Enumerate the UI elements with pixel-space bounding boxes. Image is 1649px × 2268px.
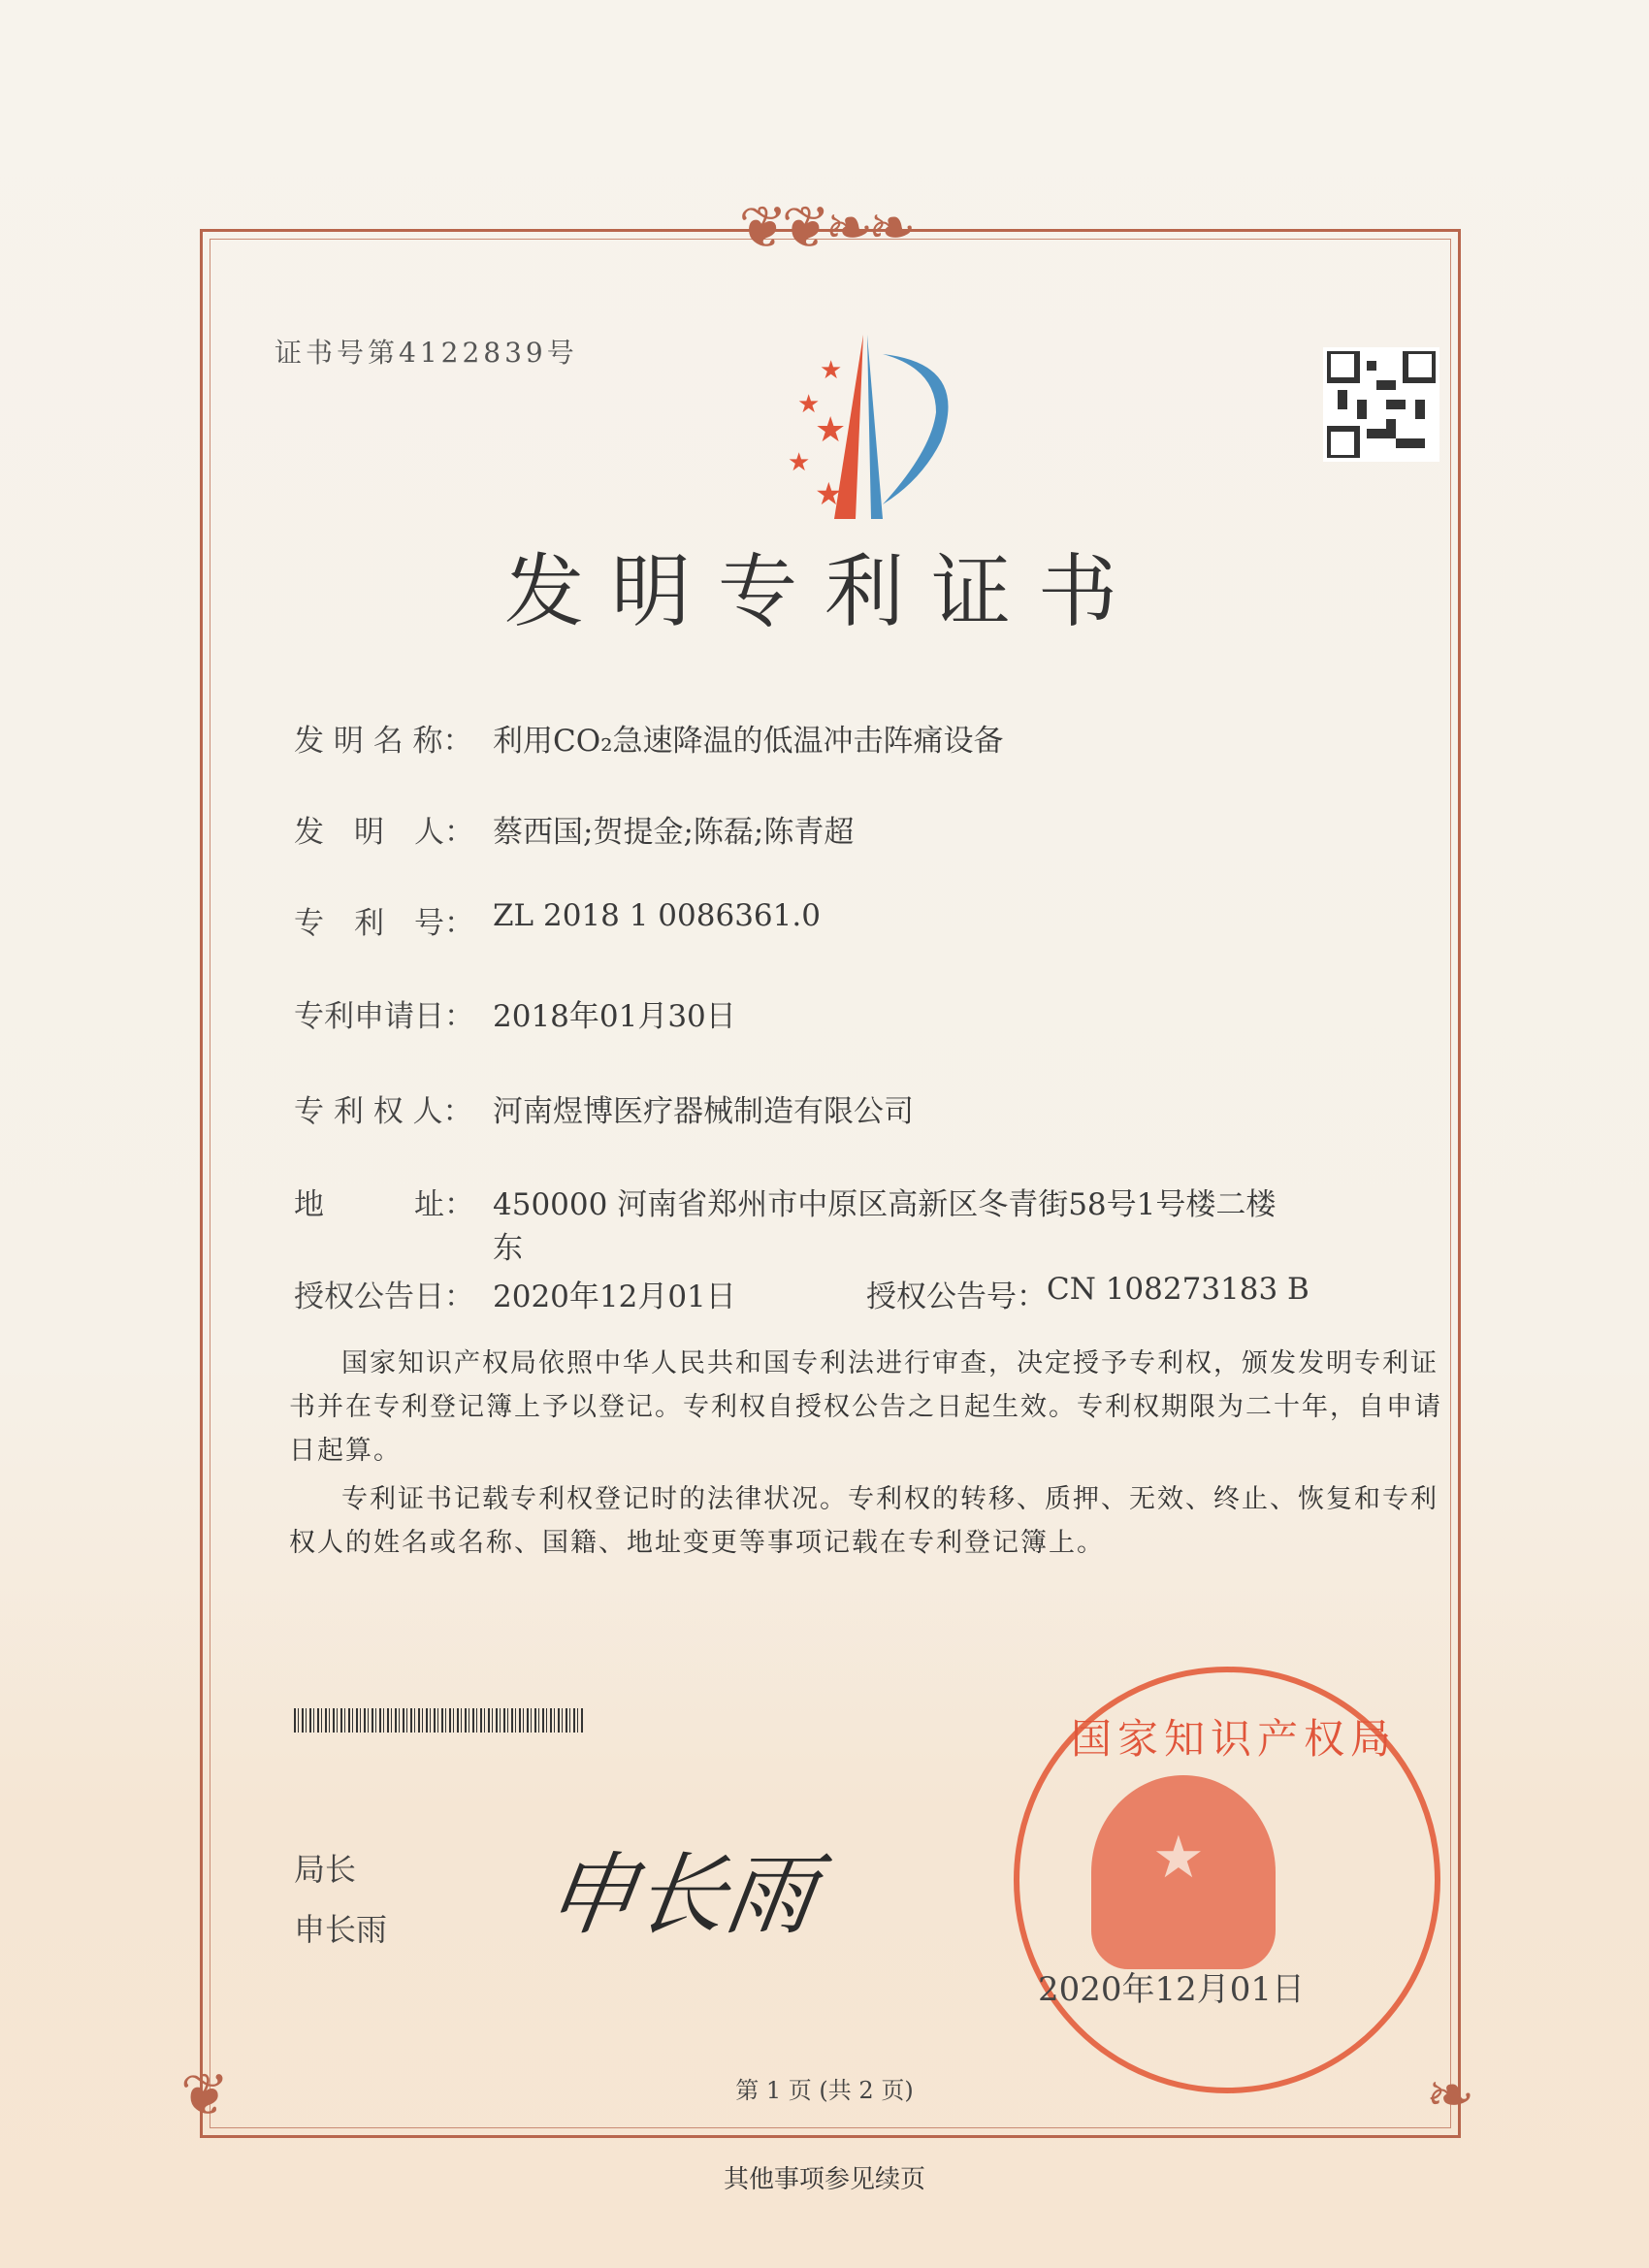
signatory-title: 局长 — [294, 1851, 357, 1888]
field-value: 河南煜博医疗器械制造有限公司 — [493, 1094, 914, 1129]
field-grant-pub-number — [866, 1272, 1310, 1315]
address-line-1: 450000 河南省郑州市中原区高新区冬青街58号1号楼二楼 — [493, 1187, 1277, 1222]
svg-text:★: ★ — [820, 356, 843, 385]
field-value: 利用CO₂急速降温的低温冲击阵痛设备 — [493, 724, 1004, 759]
field-value: 蔡西国;贺提金;陈磊;陈青超 — [493, 815, 855, 850]
cnipa-logo-icon — [737, 335, 970, 519]
corner-ornament-icon: ❦ — [180, 2061, 230, 2129]
field-label: 授权公告日： — [294, 1280, 474, 1314]
barcode-icon — [294, 1708, 585, 1733]
field-grant-date — [294, 1272, 736, 1315]
field-label: 地 址： — [294, 1187, 474, 1222]
field-application-date — [294, 991, 736, 1035]
page-indicator: 第 1 页 (共 2 页) — [735, 2077, 914, 2104]
address-line-2: 东 — [493, 1231, 523, 1266]
field-invention-name — [294, 716, 1004, 760]
page-title: 发明专利证书 — [503, 546, 1145, 638]
field-label: 发 明 名 称： — [294, 724, 473, 759]
certificate-number: 证书号第4122839号 — [275, 337, 578, 369]
field-value: 2018年01月30日 — [493, 999, 736, 1034]
svg-text:★: ★ — [788, 448, 811, 477]
legal-text — [289, 1342, 1443, 1570]
seal-date: 2020年12月01日 — [1038, 1970, 1306, 2009]
field-label: 发 明 人： — [294, 815, 474, 850]
signature: 申长雨 — [539, 1843, 823, 1947]
field-value — [493, 1180, 1276, 1267]
field-label: 授权公告号： — [866, 1280, 1047, 1314]
field-patentee — [294, 1086, 914, 1130]
field-inventors — [294, 807, 854, 851]
field-address — [294, 1180, 1276, 1267]
corner-ornament-icon: ❧ — [1426, 2061, 1475, 2129]
field-value: ZL 2018 1 0086361.0 — [493, 898, 821, 933]
legal-paragraph: 专利证书记载专利权登记时的法律状况。专利权的转移、质押、无效、终止、恢复和专利权人的姓名或名称、国籍、地址变更等事项记载在专利登记簿上。 — [289, 1484, 1439, 1558]
field-label: 专 利 权 人： — [294, 1094, 473, 1129]
field-value: 2020年12月01日 — [493, 1280, 736, 1314]
field-label: 专利申请日： — [294, 999, 474, 1034]
svg-text:★: ★ — [815, 410, 847, 450]
footer-note: 其他事项参见续页 — [723, 2165, 925, 2194]
star-icon: ★ — [1152, 1824, 1205, 1892]
top-ornament-icon: ❦❦❧❧ — [738, 194, 911, 262]
svg-text:★: ★ — [815, 475, 843, 512]
seal-text: 国家知识产权局 — [1070, 1715, 1397, 1763]
legal-paragraph: 国家知识产权局依照中华人民共和国专利法进行审查，决定授予专利权，颁发发明专利证书并在专利登记簿上予以登记。专利权自授权公告之日起生效。专利权期限为二十年，自申请日起算。 — [289, 1348, 1442, 1466]
field-patent-number — [294, 898, 821, 942]
field-label: 专 利 号： — [294, 906, 474, 941]
signatory-name: 申长雨 — [294, 1911, 388, 1948]
svg-text:★: ★ — [797, 390, 821, 419]
field-value: CN 108273183 B — [1047, 1272, 1310, 1307]
qr-code-icon — [1323, 347, 1439, 462]
